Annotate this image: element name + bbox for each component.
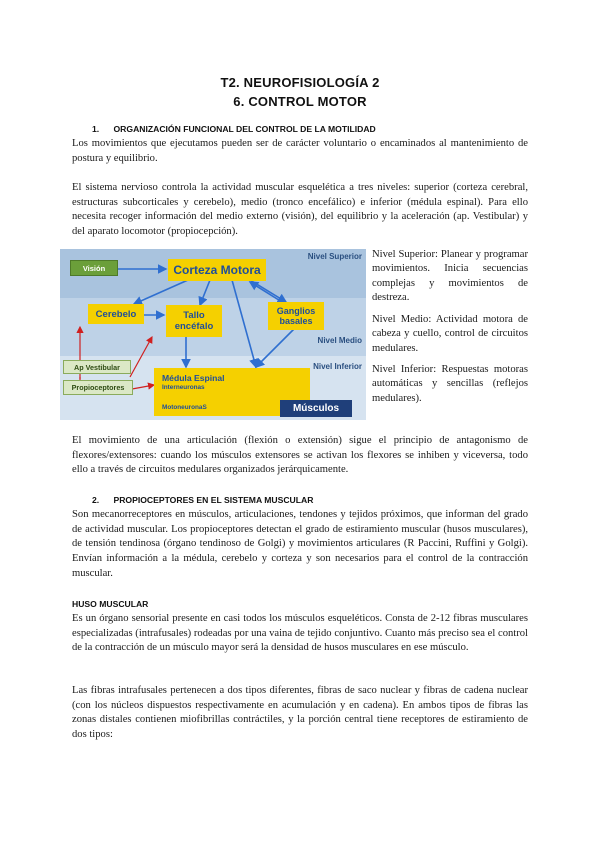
section3-heading: HUSO MUSCULAR: [72, 599, 149, 609]
ganglios-label-2: basales: [279, 316, 313, 326]
doc-title-line2: 6. CONTROL MOTOR: [233, 94, 367, 109]
vision-box: [70, 260, 118, 276]
section1-paragraph-1: Los movimientos que ejecutamos pueden ser de carácter voluntario o encaminados al mantenimiento de postura y equilibrio.: [72, 138, 528, 164]
arrow-corteza-tallo: [200, 280, 210, 305]
section2-heading: 2. PROPIOCEPTORES EN EL SISTEMA MUSCULAR: [92, 495, 314, 505]
level-inferior-label: Nivel Inferior: [313, 362, 362, 371]
motoneuronas-label: MotoneuronaS: [162, 404, 207, 411]
arrow-corteza-ganglios: [250, 280, 286, 302]
ap-vestibular-label: Ap Vestibular: [74, 362, 120, 372]
nivel-inferior-text: Nivel Inferior: Respuestas motoras automáticas y sencillas (reflejos medulares).: [372, 364, 528, 404]
section1-paragraph-3: El movimiento de una articulación (flexión o extensión) sigue el principio de antagonismo de flexores/extensores: cuando los músculos extensores se activan los flexores se inhiben y viceversa, todo ello a través de circuitos medulares organizados jerárquicamente.: [72, 435, 528, 476]
arrow-corteza-medula: [232, 280, 256, 367]
cerebelo-box: [88, 304, 144, 324]
section3-paragraph-1: Es un órgano sensorial presente en casi todos los músculos esqueléticos. Consta de 2-12 fibras musculares especializadas (intrafusales) rodeadas por una vaina de tejido conjuntivo. Cuanto más preciso sea el control de la contracción de un músculo mayor será la densidad de husos musculares en ese músculo.: [72, 613, 528, 654]
interneuronas-label: Interneuronas: [162, 384, 205, 391]
arrow-propioceptores-medula: [132, 385, 154, 389]
medula-label: Médula Espinal: [162, 373, 225, 383]
propioceptores-label: Propioceptores: [71, 383, 125, 392]
arrow-ganglios-corteza: [250, 282, 282, 302]
vision-label: Visión: [82, 263, 106, 273]
section1-heading: 1. ORGANIZACIÓN FUNCIONAL DEL CONTROL DE LA MOTILIDAD: [92, 124, 376, 134]
nivel-superior-text: Nivel Superior: Planear y programar movimientos. Inicia secuencias complejas y movimientos de destreza.: [372, 249, 528, 303]
level-superior-label: Nivel Superior: [307, 252, 362, 261]
ap-vestibular-box: [63, 360, 131, 374]
ganglios-basales-box: [268, 302, 324, 330]
corteza-motora-box: [168, 259, 266, 281]
ganglios-label-1: Ganglios: [276, 306, 316, 316]
tallo-label-1: Tallo: [183, 310, 205, 321]
corteza-motora-label: Corteza Motora: [173, 263, 261, 277]
section3-paragraph-2: Las fibras intrafusales pertenecen a dos tipos diferentes, fibras de saco nuclear y fibras de cadena nuclear (con los núcleos dispuestos respectivamente en acumulación y en cadena). En ambos tipos de fibras las zonas distales contienen miofibrillas contráctiles, y la porción central tiene receptores de estiramiento de dos tipos:: [72, 685, 528, 741]
doc-title-line1: T2. NEUROFISIOLOGÍA 2: [220, 75, 380, 90]
arrow-ganglios-medula: [256, 329, 294, 367]
tallo-label-2: encéfalo: [174, 321, 214, 332]
section1-paragraph-2: El sistema nervioso controla la actividad muscular esquelética a tres niveles: superior (corteza cerebral, estructuras subcorticales y cerebelo), medio (tronco encefálico) e inferior (médula espinal). Para ello necesita recoger información del medio externo (visión), del equilibrio y la aceleración (ap. Vestibular) y del aparato locomotor (propiocepción).: [72, 182, 528, 238]
musculos-box: [280, 400, 352, 417]
nivel-medio-text: Nivel Medio: Actividad motora de cabeza y cuello, control de circuitos medulares.: [372, 314, 528, 354]
motor-control-diagram: [60, 249, 366, 420]
level-medio-label: Nivel Medio: [317, 336, 362, 345]
propioceptores-box: [63, 380, 133, 395]
tallo-encefalo-box: [166, 305, 222, 337]
section2-paragraph-1: Son mecanorreceptores en músculos, articulaciones, tendones y tejidos próximos, que informan del grado de actividad muscular. Los propioceptores detectan el grado de estiramiento muscular (husos musculares), de tensión tendinosa (órgano tendinoso de Golgi) y movimientos articulares (R Paccini, Ruffini y Golgi). Envían información a la médula, cerebelo y corteza y son necesarios para el control de la contracción muscular.: [72, 509, 528, 579]
arrow-vestibular-tallo: [130, 337, 152, 377]
musculos-label: Músculos: [292, 403, 340, 414]
arrow-corteza-cerebelo: [134, 280, 188, 304]
cerebelo-label: Cerebelo: [95, 308, 137, 320]
